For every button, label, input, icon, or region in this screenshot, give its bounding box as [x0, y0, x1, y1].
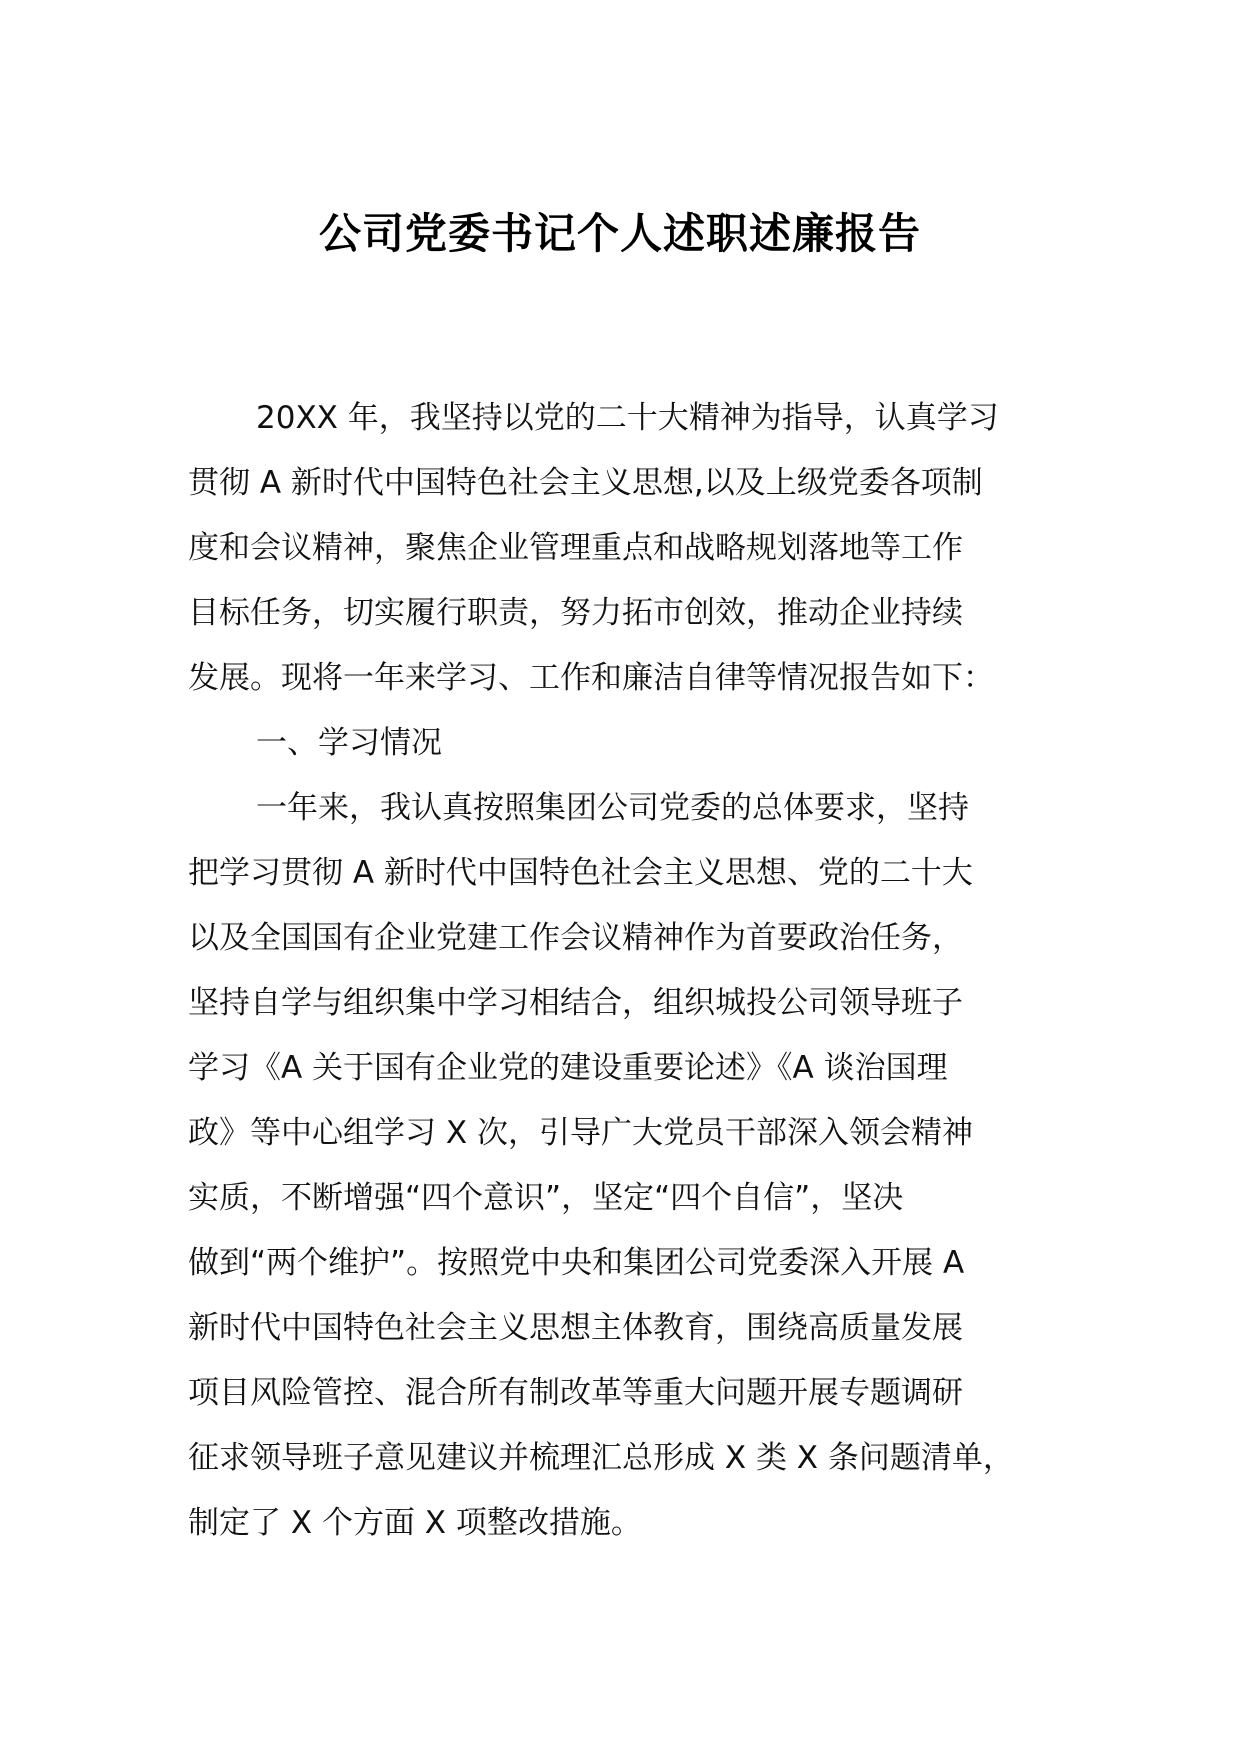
- paragraph-2-line-3: 以及全国国有企业党建工作会议精神作为首要政治任务，: [188, 920, 963, 956]
- paragraph-1-line-3: 度和会议精神，聚焦企业管理重点和战略规划落地等工作: [188, 530, 963, 566]
- paragraph-2-line-9: 新时代中国特色社会主义思想主体教育，围绕高质量发展: [188, 1310, 963, 1346]
- document-body: [188, 386, 1048, 1556]
- paragraph-2-line-1: 一年来，我认真按照集团公司党委的总体要求，坚持: [256, 790, 969, 826]
- paragraph-2-line-5: 学习《A 关于国有企业党的建设重要论述》《A 谈治国理: [188, 1050, 948, 1086]
- paragraph-2-line-2: 把学习贯彻 A 新时代中国特色社会主义思想、党的二十大: [188, 855, 973, 891]
- paragraph-1-line-2: 贯彻 A 新时代中国特色社会主义思想,以及上级党委各项制: [188, 465, 983, 501]
- paragraph-2-line-10: 项目风险管控、混合所有制改革等重大问题开展专题调研: [188, 1375, 963, 1411]
- paragraph-2-line-7: 实质，不断增强“四个意识”，坚定“四个自信”，坚决: [188, 1180, 904, 1216]
- paragraph-2-line-11: 征求领导班子意见建议并梳理汇总形成 X 类 X 条问题清单，: [188, 1440, 1014, 1476]
- paragraph-2-line-8: 做到“两个维护”。按照党中央和集团公司党委深入开展 A: [188, 1245, 965, 1281]
- paragraph-2-line-4: 坚持自学与组织集中学习相结合，组织城投公司领导班子: [188, 985, 963, 1021]
- document-title: 公司党委书记个人述职述廉报告: [318, 209, 921, 258]
- paragraph-1-line-5: 发展。现将一年来学习、工作和廉洁自律等情况报告如下：: [188, 660, 994, 696]
- paragraph-1-line-4: 目标任务，切实履行职责，努力拓市创效，推动企业持续: [188, 595, 963, 631]
- paragraph-2-line-12: 制定了 X 个方面 X 项整改措施。: [188, 1505, 642, 1541]
- section-heading-study: 一、学习情况: [256, 725, 442, 761]
- paragraph-1-line-1: 20XX 年，我坚持以党的二十大精神为指导，认真学习: [256, 400, 999, 436]
- paragraph-2-line-6: 政》等中心组学习 X 次，引导广大党员干部深入领会精神: [188, 1115, 973, 1151]
